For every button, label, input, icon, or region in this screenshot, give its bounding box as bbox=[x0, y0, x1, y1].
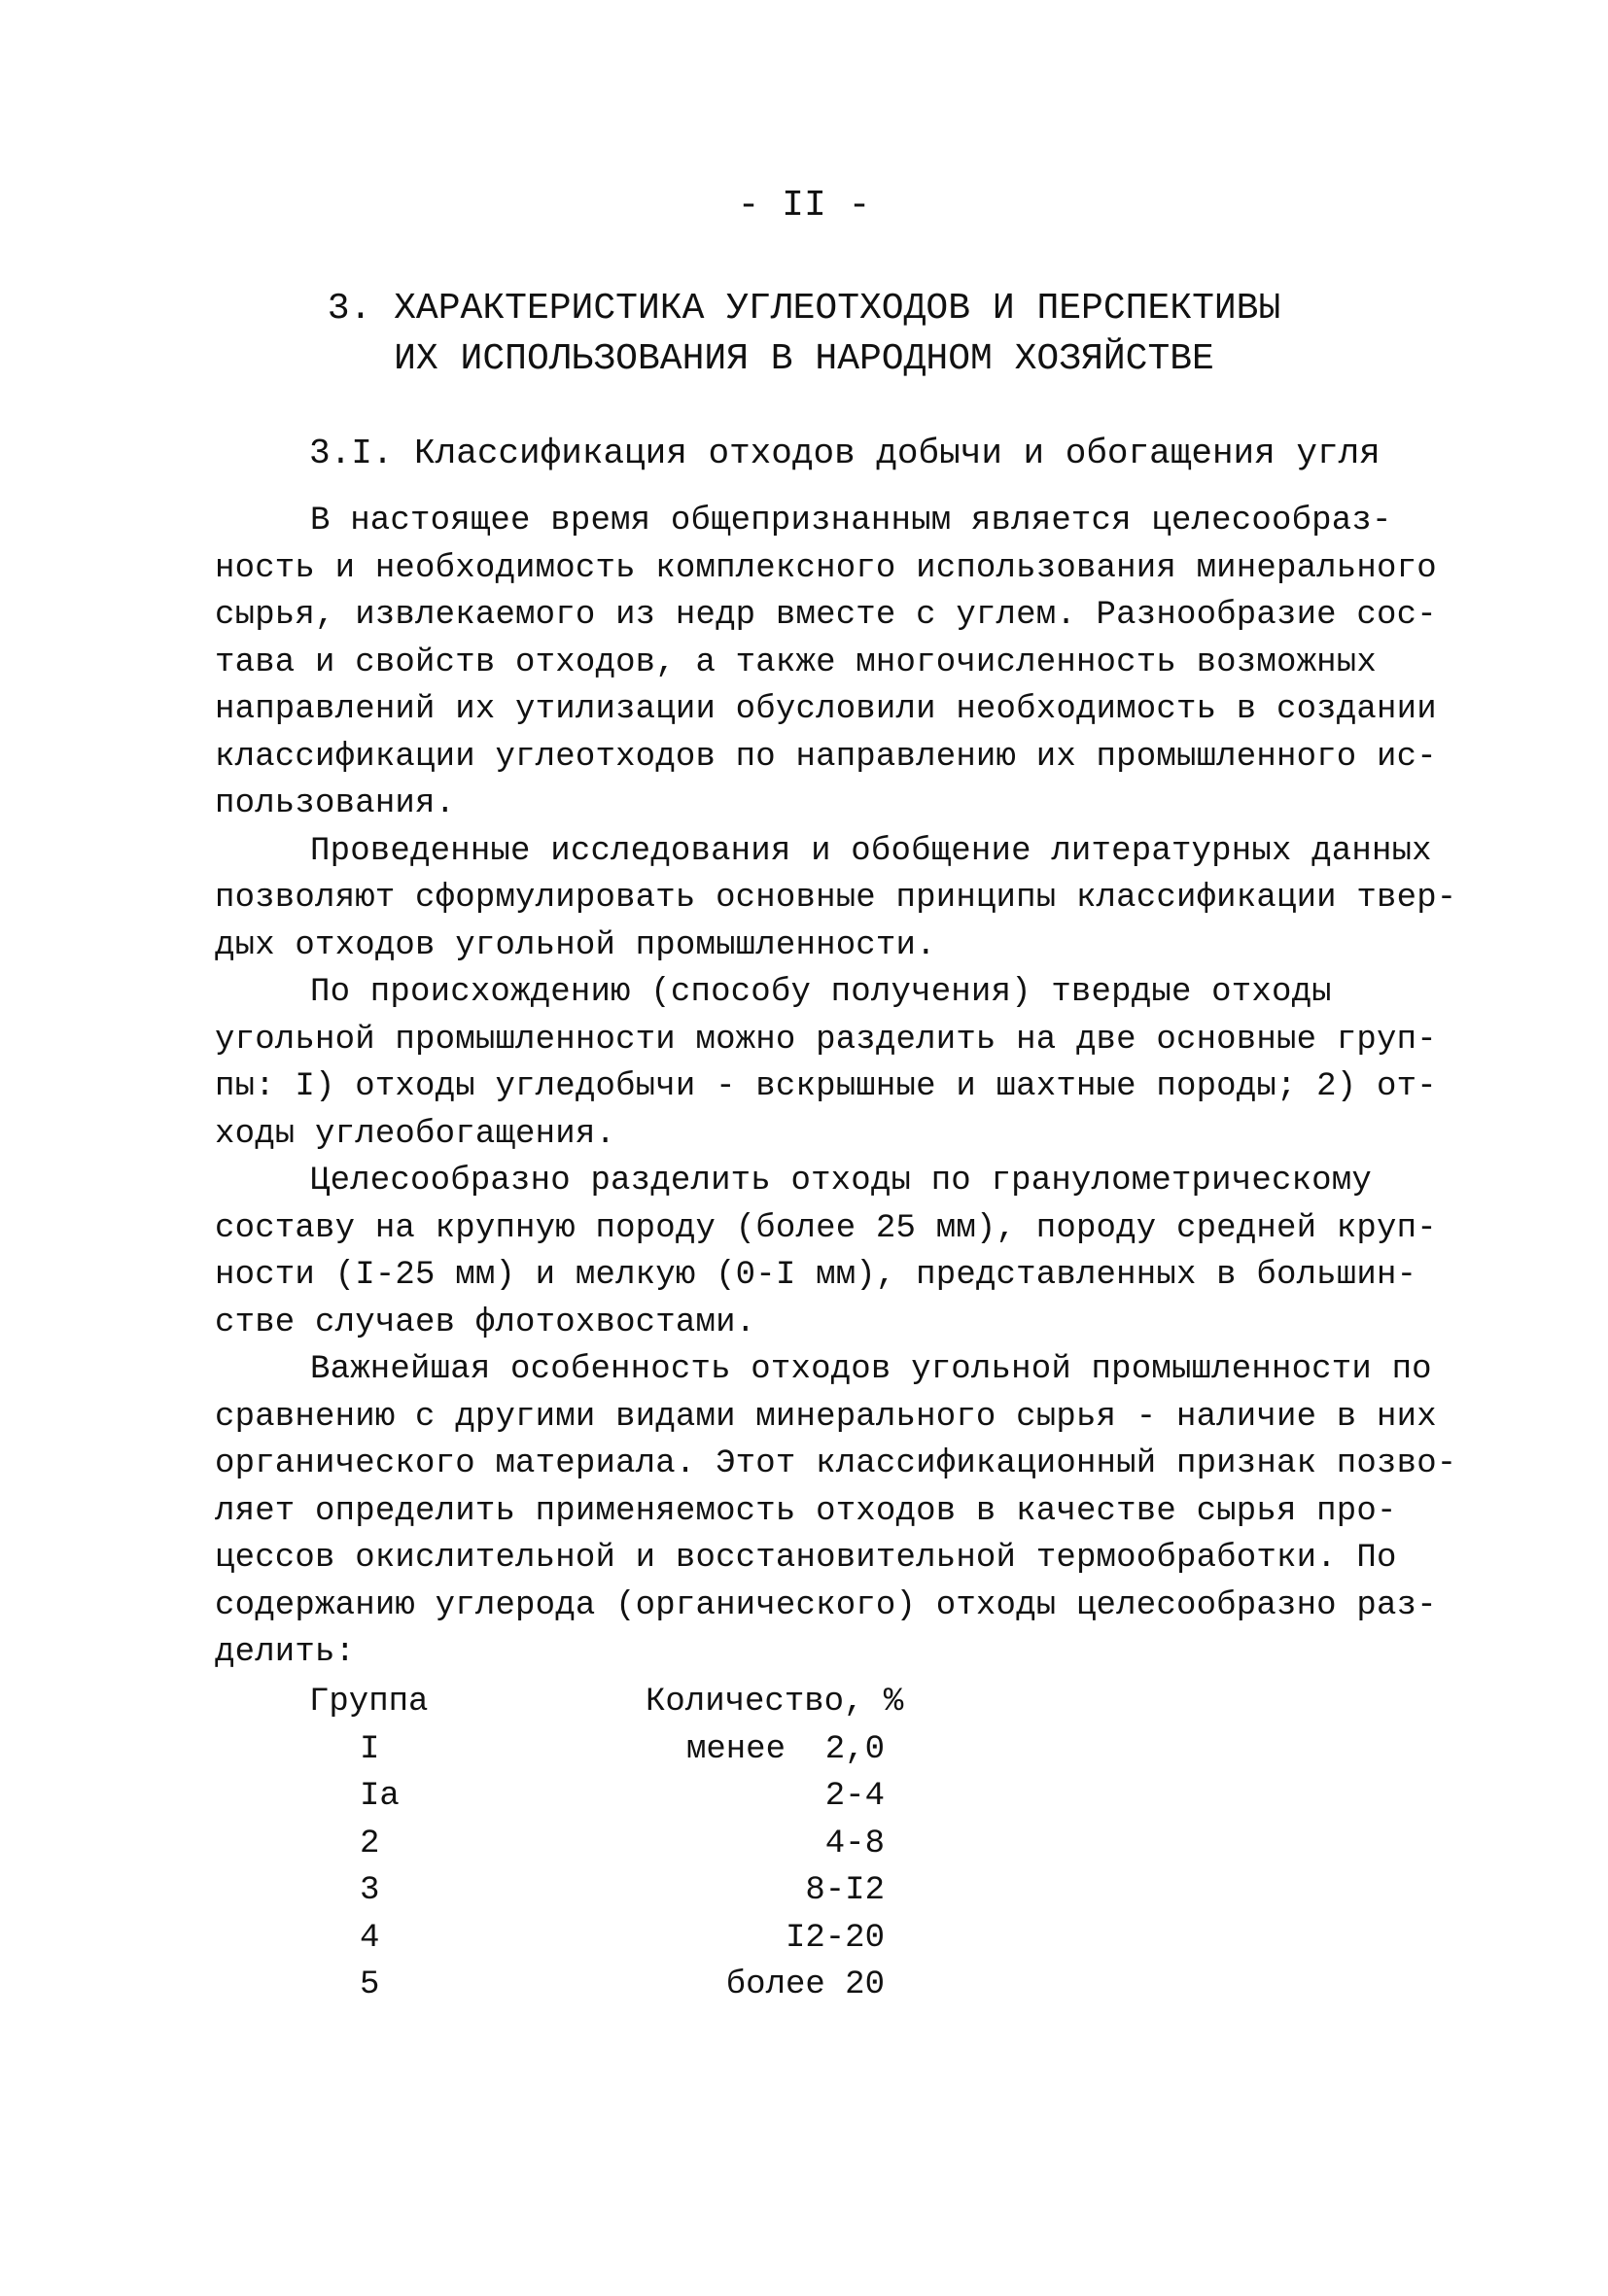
text-line: ляет определить применяемость отходов в качестве сырья про- bbox=[215, 1492, 1397, 1530]
text-line: делить: bbox=[215, 1634, 356, 1671]
text-line: Важнейшая особенность отходов угольной промышленности по bbox=[310, 1351, 1432, 1388]
text-line: цессов окислительной и восстановительной термообработки. По bbox=[215, 1540, 1397, 1577]
group-cell: 5 bbox=[360, 1966, 380, 2003]
text-line: пользования. bbox=[215, 785, 456, 822]
group-cell: 3 bbox=[360, 1872, 380, 1909]
amount-cell: 8-I2 bbox=[805, 1872, 885, 1909]
text-line: По происхождению (способу получения) твердые отходы bbox=[310, 974, 1332, 1011]
text-line: Проведенные исследования и обобщение литературных данных bbox=[310, 832, 1432, 870]
amount-cell: 4-8 bbox=[824, 1825, 885, 1862]
chapter-title-line-1: 3. ХАРАКТЕРИСТИКА УГЛЕОТХОДОВ И ПЕРСПЕКТИВЫ bbox=[327, 288, 1281, 330]
table-row bbox=[0, 1821, 1608, 1868]
text-line: позволяют сформулировать основные принципы классификации твер- bbox=[215, 880, 1457, 917]
table-row bbox=[0, 1773, 1608, 1821]
text-line: содержанию углерода (органического) отходы целесообразно раз- bbox=[215, 1586, 1437, 1624]
amount-cell: 2-4 bbox=[824, 1778, 885, 1815]
group-cell: 4 bbox=[360, 1919, 380, 1957]
text-line: классификации углеотходов по направлению их промышленного ис- bbox=[215, 738, 1437, 776]
amount-cell: I2-20 bbox=[785, 1919, 885, 1957]
amount-cell: менее 2,0 bbox=[685, 1730, 885, 1768]
text-line: стве случаев флотохвостами. bbox=[215, 1304, 756, 1341]
text-line: дых отходов угольной промышленности. bbox=[215, 926, 936, 964]
body-text bbox=[215, 498, 1457, 1677]
table-header-row bbox=[0, 1679, 1608, 1726]
section-heading: 3.I. Классификация отходов добычи и обогащения угля bbox=[309, 434, 1381, 473]
page-number: - II - bbox=[737, 185, 871, 226]
text-line: направлений их утилизации обусловили необходимость в создании bbox=[215, 691, 1437, 728]
text-line: Целесообразно разделить отходы по гранулометрическому bbox=[310, 1163, 1372, 1200]
text-line: пы: I) отходы угледобычи - вскрышные и шахтные породы; 2) от- bbox=[215, 1068, 1437, 1105]
group-cell: 2 bbox=[360, 1825, 380, 1862]
group-cell: I bbox=[360, 1730, 380, 1768]
text-line: ходы углеобогащения. bbox=[215, 1115, 616, 1153]
text-line: угольной промышленности можно разделить на две основные груп- bbox=[215, 1021, 1437, 1059]
carbon-content-table bbox=[0, 1679, 1608, 2009]
text-line: органического материала. Этот классификационный признак позво- bbox=[215, 1445, 1457, 1482]
group-cell: Ia bbox=[360, 1778, 400, 1815]
table-row bbox=[0, 1915, 1608, 1963]
text-line: сравнению с другими видами минерального сырья - наличие в них bbox=[215, 1398, 1437, 1436]
table-row bbox=[0, 1867, 1608, 1915]
text-line: составу на крупную породу (более 25 мм), породу средней круп- bbox=[215, 1209, 1437, 1247]
table-row bbox=[0, 1962, 1608, 2009]
text-line: тава и свойств отходов, а также многочисленность возможных bbox=[215, 644, 1377, 681]
text-line: сырья, извлекаемого из недр вместе с углем. Разнообразие сос- bbox=[215, 597, 1437, 634]
text-line: В настоящее время общепризнанным является целесообраз- bbox=[310, 503, 1392, 539]
text-line: ность и необходимость комплексного использования минерального bbox=[215, 549, 1437, 587]
table-header-amount: Количество, % bbox=[646, 1684, 904, 1721]
text-line: ности (I-25 мм) и мелкую (0-I мм), представленных в большин- bbox=[215, 1257, 1417, 1294]
amount-cell: более 20 bbox=[725, 1966, 885, 2003]
table-header-group: Группа bbox=[309, 1684, 429, 1721]
table-row bbox=[0, 1726, 1608, 1774]
chapter-title-line-2: ИХ ИСПОЛЬЗОВАНИЯ В НАРОДНОМ ХОЗЯЙСТВЕ bbox=[394, 338, 1214, 380]
